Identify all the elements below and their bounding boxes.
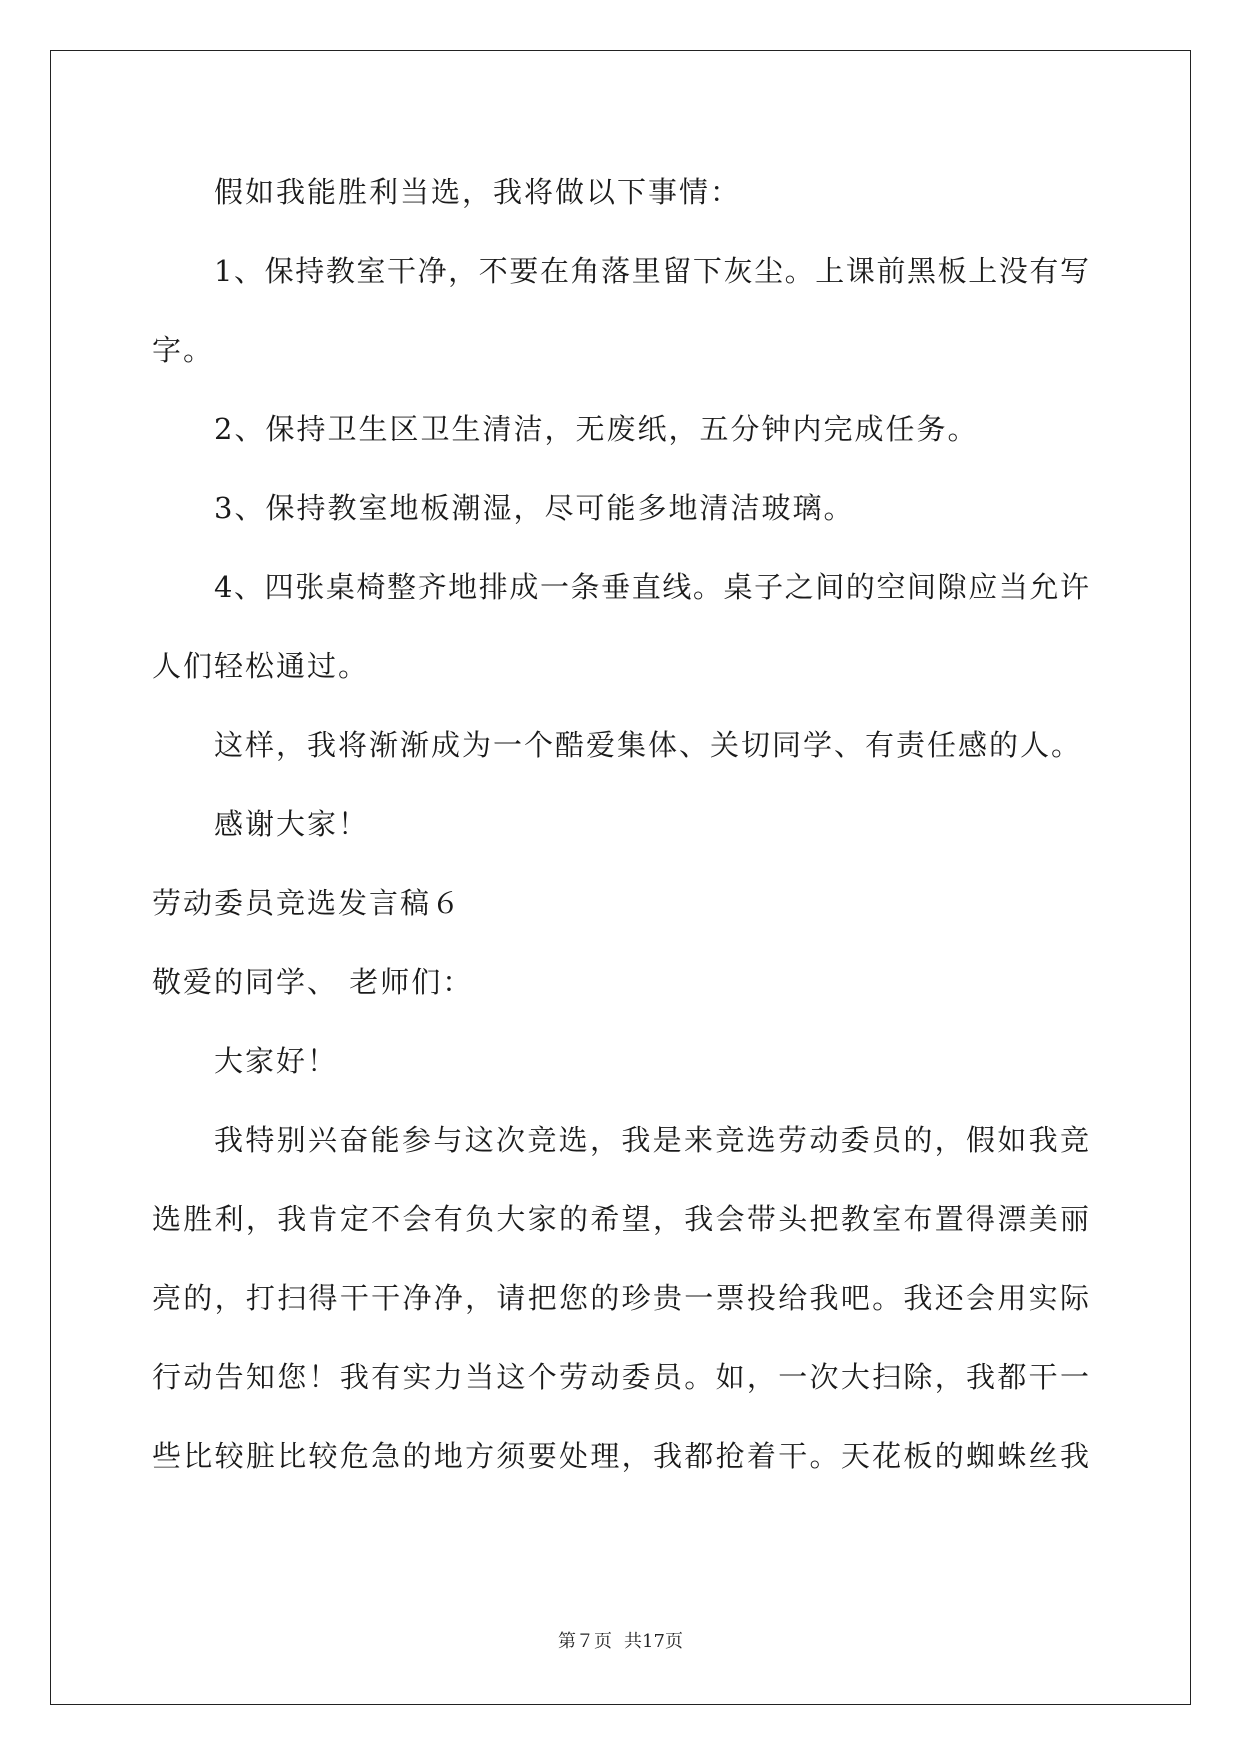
page-number: 第７页 [558, 1631, 613, 1652]
salutation: 敬爱的同学、 老师们： [152, 965, 474, 999]
paragraph-line: 感谢大家！ [214, 807, 370, 841]
paragraph-line: 假如我能胜利当选，我将做以下事情： [214, 175, 742, 209]
paragraph-line: 亮的，打扫得干干净净，请把您的珍贵一票投给我吧。我还会用实际 [152, 1281, 1089, 1315]
paragraph-line: 人们轻松通过。 [152, 649, 370, 683]
greeting: 大家好！ [214, 1044, 339, 1078]
page-footer [0, 1630, 1241, 1654]
paragraph-line: 行动告知您！我有实力当这个劳动委员。如，一次大扫除，我都干一 [152, 1360, 1089, 1394]
paragraph-line: 些比较脏比较危急的地方须要处理，我都抢着干。天花板的蜘蛛丝我 [152, 1439, 1089, 1473]
paragraph-line: 3、保持教室地板潮湿，尽可能多地清洁玻璃。 [214, 491, 855, 525]
paragraph-line: 我特别兴奋能参与这次竞选，我是来竞选劳动委员的，假如我竞 [214, 1123, 1089, 1157]
paragraph-line: 2、保持卫生区卫生清洁，无废纸，五分钟内完成任务。 [214, 412, 979, 446]
paragraph-line: 1、保持教室干净，不要在角落里留下灰尘。上课前黑板上没有写 [214, 254, 1089, 288]
paragraph-line: 这样，我将渐渐成为一个酷爱集体、关切同学、有责任感的人。 [214, 728, 1083, 762]
paragraph-line: 选胜利，我肯定不会有负大家的希望，我会带头把教室布置得漂美丽 [152, 1202, 1089, 1236]
section-heading: 劳动委员竞选发言稿６ [152, 886, 463, 920]
paragraph-line: 4、四张桌椅整齐地排成一条垂直线。桌子之间的空间隙应当允许 [214, 570, 1089, 604]
page-total: 共17页 [624, 1631, 683, 1652]
paragraph-line: 字。 [152, 333, 215, 367]
